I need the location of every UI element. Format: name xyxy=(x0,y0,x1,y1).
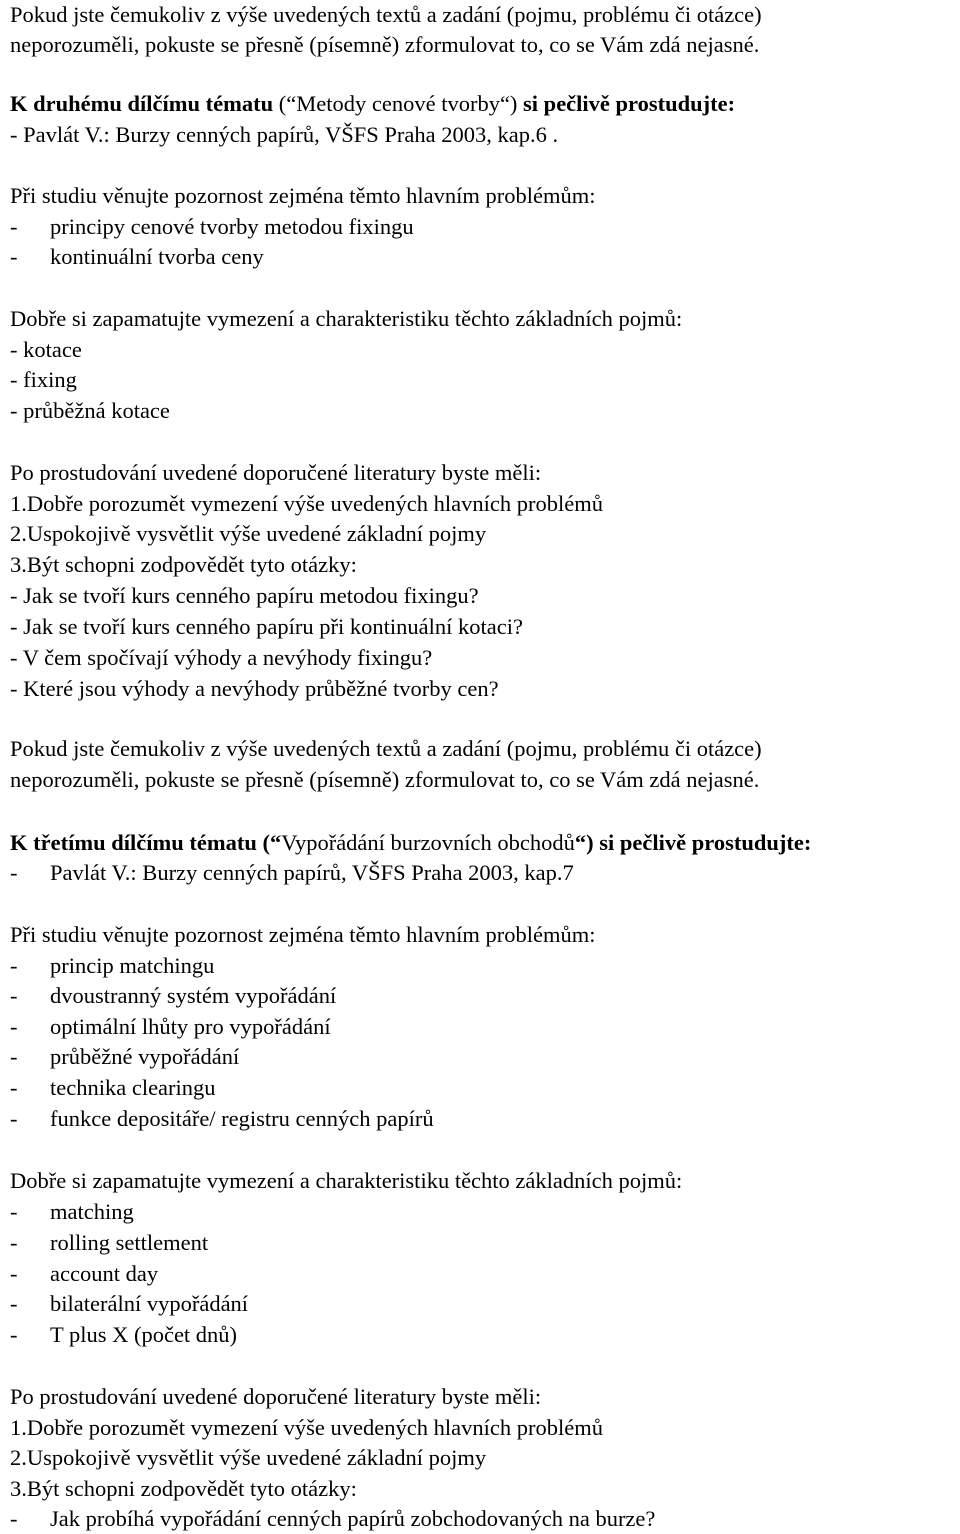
question-item: - Jak se tvoří kurs cenného papíru při kontinuální kotaci? xyxy=(10,614,523,639)
dash: - xyxy=(10,1075,18,1100)
term-text: matching xyxy=(50,1199,134,1224)
question-item: - Které jsou výhody a nevýhody průběžné tvorby cen? xyxy=(10,676,499,701)
term-text: T plus X (počet dnů) xyxy=(50,1322,238,1347)
terms-title: Dobře si zapamatujte vymezení a charakteristiku těchto základních pojmů: xyxy=(10,1168,683,1193)
outcomes-title: Po prostudování uvedené doporučené literatury byste měli: xyxy=(10,1384,542,1409)
intro-line-2: neporozuměli, pokuste se přesně (písemně) zformulovat to, co se Vám zdá nejasné. xyxy=(10,767,760,792)
topic-heading-2 xyxy=(10,89,735,119)
outcome-item: 1.Dobře porozumět vymezení výše uvedených hlavních problémů xyxy=(10,1415,603,1440)
heading-suffix: “) si pečlivě prostudujte: xyxy=(574,830,812,855)
dash: - xyxy=(10,1230,18,1255)
problem-item xyxy=(10,242,264,272)
problems-title: Při studiu věnujte pozornost zejména těmto hlavním problémům: xyxy=(10,183,596,208)
problem-item xyxy=(10,951,214,981)
intro-line-1: Pokud jste čemukoliv z výše uvedených textů a zadání (pojmu, problému či otázce) xyxy=(10,2,762,27)
problem-text: dvoustranný systém vypořádání xyxy=(50,983,337,1008)
outcome-item: 3.Být schopni zodpovědět tyto otázky: xyxy=(10,552,357,577)
term-item xyxy=(10,1320,237,1350)
heading-prefix: K třetímu dílčímu tématu (“ xyxy=(10,830,282,855)
outcome-item: 2.Uspokojivě vysvětlit výše uvedené základní pojmy xyxy=(10,521,487,546)
topic-heading-3 xyxy=(10,828,811,858)
heading-suffix: si pečlivě prostudujte: xyxy=(523,91,736,116)
problem-text: optimální lhůty pro vypořádání xyxy=(50,1014,331,1039)
question-text: Jak probíhá vypořádání cenných papírů zobchodovaných na burze? xyxy=(50,1506,656,1531)
dash: - xyxy=(10,1322,18,1347)
heading-topic: Vypořádání burzovních obchodů xyxy=(281,830,575,855)
term-text: account day xyxy=(50,1261,159,1286)
problem-text: technika clearingu xyxy=(50,1075,216,1100)
term-item: - fixing xyxy=(10,367,77,392)
term-text: bilaterální vypořádání xyxy=(50,1291,249,1316)
dash: - xyxy=(10,983,18,1008)
question-item xyxy=(10,1504,655,1534)
problem-item xyxy=(10,212,414,242)
term-item xyxy=(10,1289,248,1319)
dash: - xyxy=(10,214,18,239)
problem-item xyxy=(10,1073,216,1103)
source-reference xyxy=(10,858,574,888)
source-reference: - Pavlát V.: Burzy cenných papírů, VŠFS Praha 2003, kap.6 . xyxy=(10,122,559,147)
heading-topic: (“Metody cenové tvorby“) xyxy=(273,91,524,116)
problem-item xyxy=(10,981,336,1011)
terms-title: Dobře si zapamatujte vymezení a charakteristiku těchto základních pojmů: xyxy=(10,306,683,331)
problem-item xyxy=(10,1042,239,1072)
problem-item xyxy=(10,1012,331,1042)
intro-line-1: Pokud jste čemukoliv z výše uvedených textů a zadání (pojmu, problému či otázce) xyxy=(10,736,762,761)
dash: - xyxy=(10,1506,18,1531)
dash: - xyxy=(10,1291,18,1316)
outcomes-title: Po prostudování uvedené doporučené literatury byste měli: xyxy=(10,460,542,485)
term-item: - kotace xyxy=(10,337,82,362)
term-item: - průběžná kotace xyxy=(10,398,170,423)
question-item: - Jak se tvoří kurs cenného papíru metodou fixingu? xyxy=(10,583,479,608)
dash: - xyxy=(10,860,18,885)
problem-text: kontinuální tvorba ceny xyxy=(50,244,264,269)
dash: - xyxy=(10,1199,18,1224)
outcome-item: 3.Být schopni zodpovědět tyto otázky: xyxy=(10,1476,357,1501)
problem-text: principy cenové tvorby metodou fixingu xyxy=(50,214,414,239)
problem-text: funkce depositáře/ registru cenných papírů xyxy=(50,1106,434,1131)
dash: - xyxy=(10,1044,18,1069)
dash: - xyxy=(10,244,18,269)
dash: - xyxy=(10,953,18,978)
source-text: Pavlát V.: Burzy cenných papírů, VŠFS Praha 2003, kap.7 xyxy=(50,860,574,885)
outcome-item: 1.Dobře porozumět vymezení výše uvedených hlavních problémů xyxy=(10,491,603,516)
problem-item xyxy=(10,1104,434,1134)
dash: - xyxy=(10,1261,18,1286)
term-item xyxy=(10,1197,134,1227)
problem-text: průběžné vypořádání xyxy=(50,1044,240,1069)
dash: - xyxy=(10,1014,18,1039)
term-item xyxy=(10,1259,158,1289)
term-item xyxy=(10,1228,208,1258)
problem-text: princip matchingu xyxy=(50,953,215,978)
intro-line-2: neporozuměli, pokuste se přesně (písemně) zformulovat to, co se Vám zdá nejasné. xyxy=(10,32,760,57)
dash: - xyxy=(10,1106,18,1131)
heading-prefix: K druhému dílčímu tématu xyxy=(10,91,274,116)
question-item: - V čem spočívají výhody a nevýhody fixingu? xyxy=(10,645,433,670)
outcome-item: 2.Uspokojivě vysvětlit výše uvedené základní pojmy xyxy=(10,1445,487,1470)
term-text: rolling settlement xyxy=(50,1230,209,1255)
problems-title: Při studiu věnujte pozornost zejména těmto hlavním problémům: xyxy=(10,922,596,947)
